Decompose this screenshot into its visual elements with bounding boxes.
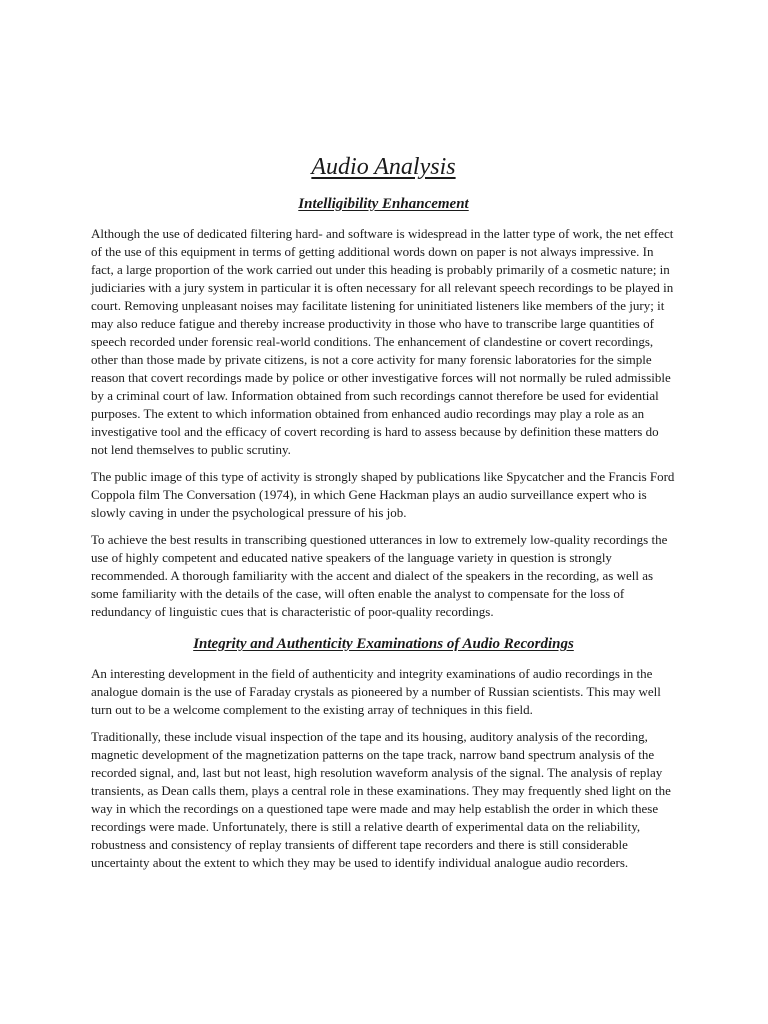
document-page — [91, 150, 676, 881]
section-heading-integrity: Integrity and Authenticity Examinations of Audio Recordings — [193, 636, 574, 652]
paragraph: To achieve the best results in transcribing questioned utterances in low to extremely low-quality recordings the use of highly competent and educated native speakers of the language variety in question is strongly recommended. A thorough familiarity with the accent and dialect of the speakers in the recording, as well as some familiarity with the details of the case, will often enable the analyst to compensate for the loss of redundancy of linguistic cues that is characteristic of poor-quality recordings. — [91, 532, 668, 619]
paragraph: Although the use of dedicated filtering hard- and software is widespread in the latter type of work, the net effect of the use of this equipment in terms of getting additional words down on paper is not always impressive. In fact, a large proportion of the work carried out under this heading is probably primarily of a cosmetic nature; in judiciaries with a jury system in particular it is often necessary for all relevant speech recordings to be played in court. Removing unpleasant noises may facilitate listening for uninitiated listeners like members of the jury; it may also reduce fatigue and thereby increase productivity in those who have to transcribe large quantities of speech recorded under forensic real-world conditions. The enhancement of clandestine or covert recordings, other than those made by private citizens, is not a core activity for many forensic laboratories for the simple reason that covert recordings made by police or other investigative forces will not normally be ruled admissible by a criminal court of law. Information obtained from such recordings cannot therefore be used for evidential purposes. The extent to which information obtained from enhanced audio recordings may play a role as an investigative tool and the efficacy of covert recording is hard to assess because by definition these matters do not lend themselves to public scrutiny. — [91, 226, 674, 457]
paragraph: An interesting development in the field of authenticity and integrity examinations of audio recordings in the analogue domain is the use of Faraday crystals as pioneered by a number of Russian scientists. This may well turn out to be a welcome complement to the existing array of techniques in this field. — [91, 666, 661, 717]
paragraph: Traditionally, these include visual inspection of the tape and its housing, auditory analysis of the recording, magnetic development of the magnetization patterns on the tape track, narrow band spectrum analysis of the recorded signal, and, last but not least, high resolution waveform analysis of the signal. The analysis of replay transients, as Dean calls them, plays a central role in these examinations. They may frequently shed light on the way in which the recordings on a questioned tape were made and may help establish the order in which these recordings were made. Unfortunately, there is still a relative dearth of experimental data on the reliability, robustness and consistency of replay transients of different tape recorders and there is still considerable uncertainty about the extent to which they may be used to identify individual analogue audio recorders. — [91, 729, 671, 870]
section-heading-intelligibility: Intelligibility Enhancement — [298, 196, 469, 212]
paragraph: The public image of this type of activity is strongly shaped by publications like Spycatcher and the Francis Ford Coppola film The Conversation (1974), in which Gene Hackman plays an audio surveillance expert who is slowly caving in under the psychological pressure of his job. — [91, 469, 675, 520]
page-title: Audio Analysis — [311, 154, 456, 180]
